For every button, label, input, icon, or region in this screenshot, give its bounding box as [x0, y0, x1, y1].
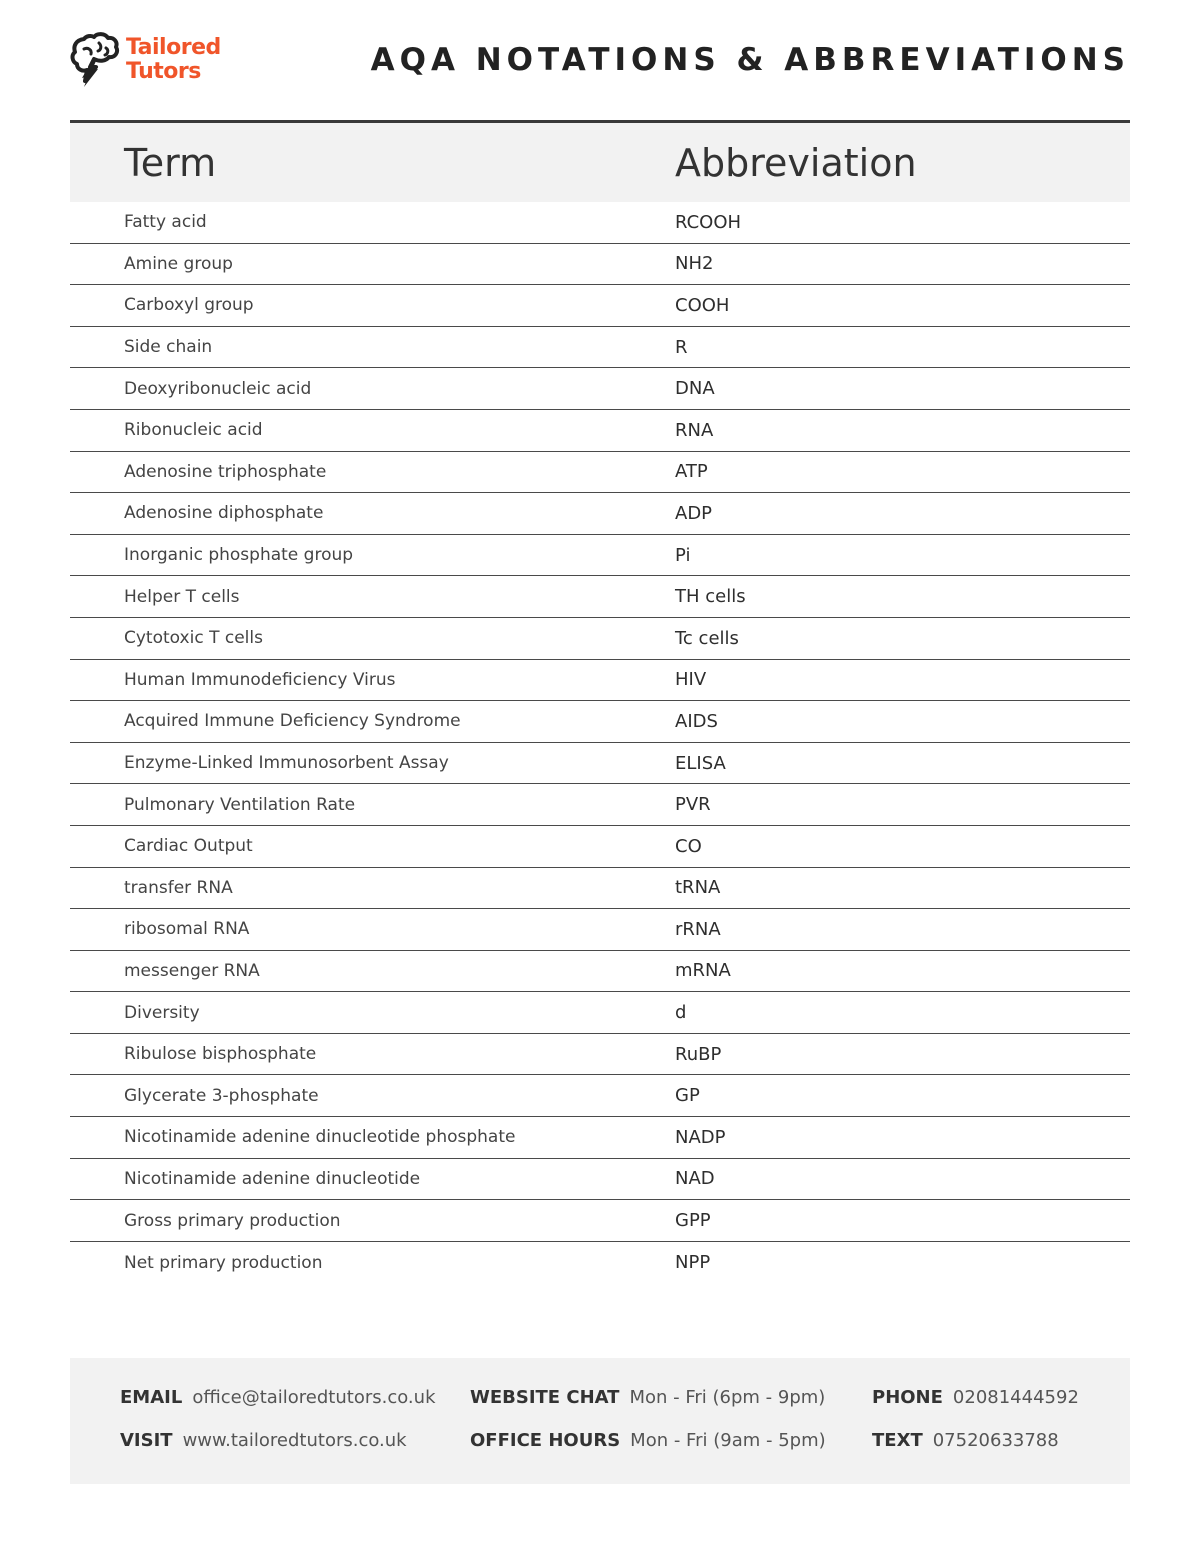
- column-header-abbreviation: Abbreviation: [675, 140, 917, 185]
- abbreviation-cell: ADP: [675, 502, 713, 524]
- term-cell: Human Immunodeficiency Virus: [124, 669, 396, 690]
- brain-lightning-icon: [70, 31, 122, 89]
- abbreviation-cell: ELISA: [675, 752, 726, 774]
- abbreviation-cell: Tc cells: [675, 627, 739, 649]
- phone-label: PHONE: [872, 1387, 943, 1408]
- office-hours-value: Mon - Fri (9am - 5pm): [630, 1430, 826, 1451]
- table-row: [70, 493, 1130, 535]
- abbreviation-cell: mRNA: [675, 960, 731, 982]
- table-row: [70, 1117, 1130, 1159]
- email-label: EMAIL: [120, 1387, 183, 1408]
- abbreviation-cell: Pi: [675, 544, 691, 566]
- visit-label: VISIT: [120, 1430, 173, 1451]
- term-cell: Nicotinamide adenine dinucleotide phosphate: [124, 1127, 516, 1148]
- abbreviation-cell: NPP: [675, 1252, 711, 1274]
- table-row: [70, 784, 1130, 826]
- term-cell: Adenosine diphosphate: [124, 503, 324, 524]
- term-cell: Glycerate 3-phosphate: [124, 1085, 319, 1106]
- table-row: [70, 701, 1130, 743]
- phone-number[interactable]: 02081444592: [952, 1387, 1079, 1408]
- term-cell: Adenosine triphosphate: [124, 461, 327, 482]
- table-row: [70, 868, 1130, 910]
- footer-email: [120, 1386, 436, 1410]
- footer-visit: [120, 1429, 436, 1453]
- table-row: [70, 202, 1130, 244]
- table-row: [70, 992, 1130, 1034]
- table-row: [70, 1200, 1130, 1242]
- abbreviation-cell: AIDS: [675, 710, 718, 732]
- table-row: [70, 1034, 1130, 1076]
- abbreviation-cell: TH cells: [675, 586, 746, 608]
- table-header: [70, 123, 1130, 202]
- table-row: [70, 535, 1130, 577]
- abbreviation-cell: R: [675, 336, 688, 358]
- office-hours-label: OFFICE HOURS: [470, 1430, 621, 1451]
- abbreviation-cell: RCOOH: [675, 211, 742, 233]
- table-body: [70, 202, 1130, 1283]
- brand-name-line1: Tailored: [126, 35, 221, 60]
- abbreviation-cell: COOH: [675, 294, 730, 316]
- table-row: [70, 452, 1130, 494]
- table-row: [70, 1075, 1130, 1117]
- abbreviation-cell: HIV: [675, 669, 707, 691]
- term-cell: Pulmonary Ventilation Rate: [124, 794, 356, 815]
- term-cell: Ribulose bisphosphate: [124, 1044, 317, 1065]
- abbreviation-cell: tRNA: [675, 877, 721, 899]
- term-cell: Side chain: [124, 337, 213, 358]
- table-row: [70, 576, 1130, 618]
- footer-column-contact: [120, 1386, 436, 1453]
- term-cell: Carboxyl group: [124, 295, 254, 316]
- abbreviation-cell: RuBP: [675, 1043, 722, 1065]
- footer-text: [872, 1429, 1079, 1453]
- term-cell: Inorganic phosphate group: [124, 545, 354, 566]
- abbreviations-table: [70, 120, 1130, 1283]
- text-number[interactable]: 07520633788: [932, 1430, 1059, 1451]
- abbreviation-cell: GPP: [675, 1210, 711, 1232]
- abbreviation-cell: ATP: [675, 461, 708, 483]
- term-cell: Ribonucleic acid: [124, 420, 263, 441]
- footer-office-hours: [470, 1429, 826, 1453]
- text-label: TEXT: [872, 1430, 923, 1451]
- footer-column-phone: [872, 1386, 1079, 1453]
- term-cell: Fatty acid: [124, 212, 207, 233]
- chat-hours: Mon - Fri (6pm - 9pm): [629, 1387, 826, 1408]
- abbreviation-cell: NH2: [675, 253, 714, 275]
- term-cell: Deoxyribonucleic acid: [124, 378, 312, 399]
- abbreviation-cell: PVR: [675, 794, 711, 816]
- brand-logo: [70, 30, 240, 90]
- abbreviation-cell: NAD: [675, 1168, 715, 1190]
- abbreviation-cell: rRNA: [675, 918, 721, 940]
- table-row: [70, 410, 1130, 452]
- table-row: [70, 285, 1130, 327]
- table-row: [70, 368, 1130, 410]
- abbreviation-cell: NADP: [675, 1126, 726, 1148]
- table-row: [70, 660, 1130, 702]
- term-cell: Helper T cells: [124, 586, 240, 607]
- footer-chat: [470, 1386, 826, 1410]
- column-header-term: Term: [124, 140, 217, 185]
- table-row: [70, 618, 1130, 660]
- table-row: [70, 327, 1130, 369]
- term-cell: Gross primary production: [124, 1210, 341, 1231]
- term-cell: Nicotinamide adenine dinucleotide: [124, 1168, 421, 1189]
- term-cell: Enzyme-Linked Immunosorbent Assay: [124, 753, 449, 774]
- footer-phone: [872, 1386, 1079, 1410]
- page-title: AQA NOTATIONS & ABBREVIATIONS: [370, 42, 1130, 78]
- term-cell: Amine group: [124, 253, 233, 274]
- website-link[interactable]: www.tailoredtutors.co.uk: [182, 1430, 407, 1451]
- table-row: [70, 826, 1130, 868]
- table-row: [70, 743, 1130, 785]
- term-cell: Net primary production: [124, 1252, 323, 1273]
- chat-label: WEBSITE CHAT: [470, 1387, 620, 1408]
- term-cell: Cytotoxic T cells: [124, 628, 263, 649]
- abbreviation-cell: CO: [675, 835, 702, 857]
- table-row: [70, 1159, 1130, 1201]
- table-row: [70, 244, 1130, 286]
- brand-name: [126, 36, 221, 84]
- term-cell: transfer RNA: [124, 877, 233, 898]
- contact-footer: [70, 1358, 1130, 1484]
- abbreviation-cell: RNA: [675, 419, 714, 441]
- table-row: [70, 1242, 1130, 1284]
- term-cell: Acquired Immune Deficiency Syndrome: [124, 711, 461, 732]
- email-link[interactable]: office@tailoredtutors.co.uk: [192, 1387, 436, 1408]
- term-cell: ribosomal RNA: [124, 919, 250, 940]
- abbreviation-cell: d: [675, 1002, 687, 1024]
- footer-column-hours: [470, 1386, 826, 1453]
- table-row: [70, 951, 1130, 993]
- table-row: [70, 909, 1130, 951]
- brand-name-line2: Tutors: [126, 59, 201, 84]
- abbreviation-cell: GP: [675, 1085, 700, 1107]
- abbreviation-cell: DNA: [675, 378, 715, 400]
- term-cell: messenger RNA: [124, 960, 260, 981]
- term-cell: Cardiac Output: [124, 836, 253, 857]
- term-cell: Diversity: [124, 1002, 200, 1023]
